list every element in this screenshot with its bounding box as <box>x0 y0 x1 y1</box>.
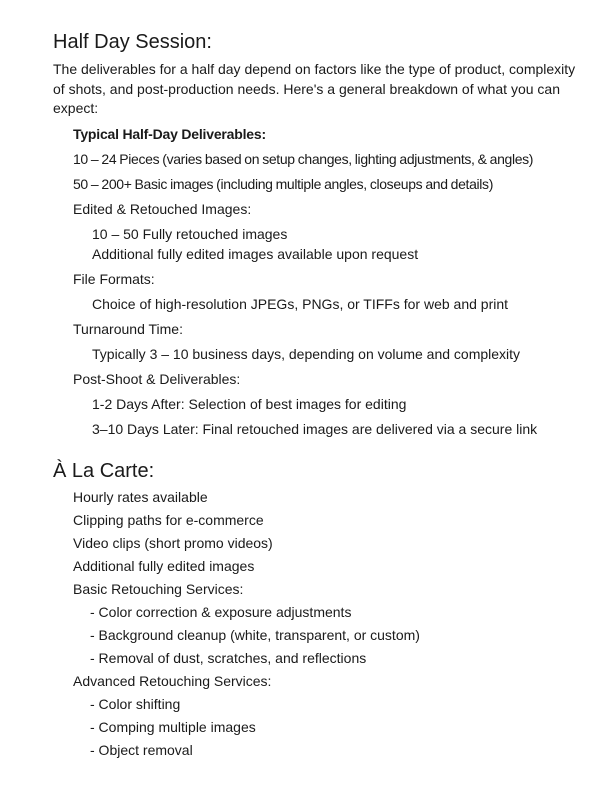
a-la-carte-item: Clipping paths for e-commerce <box>73 512 264 528</box>
advanced-retouching-label: Advanced Retouching Services: <box>73 673 272 689</box>
edited-item: Additional fully edited images available upon request <box>92 246 419 262</box>
basic-images-line: 50 – 200+ Basic images (including multiple angles, closeups and details) <box>73 176 494 192</box>
a-la-carte-heading: À La Carte: <box>53 460 155 482</box>
basic-retouching-item: - Color correction & exposure adjustments <box>90 604 352 620</box>
half-day-heading: Half Day Session: <box>53 31 212 53</box>
a-la-carte-item: Additional fully edited images <box>73 558 255 574</box>
turnaround-item: Typically 3 – 10 business days, depending on volume and complexity <box>92 346 521 362</box>
half-day-intro: The deliverables for a half day depend on factors like the type of product, complexity of shots, and post-production needs. Here's a general breakdown of what you can expect: <box>53 61 576 116</box>
a-la-carte-item: Video clips (short promo videos) <box>73 535 273 551</box>
edited-label: Edited & Retouched Images: <box>73 201 252 217</box>
basic-retouching-label: Basic Retouching Services: <box>73 581 244 597</box>
basic-retouching-item: - Removal of dust, scratches, and reflections <box>90 650 367 666</box>
postshoot-label: Post-Shoot & Deliverables: <box>73 371 241 387</box>
edited-item: 10 – 50 Fully retouched images <box>92 226 288 242</box>
advanced-retouching-item: - Comping multiple images <box>90 719 256 735</box>
basic-retouching-item: - Background cleanup (white, transparent, or custom) <box>90 627 420 643</box>
postshoot-item: 3–10 Days Later: Final retouched images are delivered via a secure link <box>92 421 538 437</box>
formats-item: Choice of high-resolution JPEGs, PNGs, or TIFFs for web and print <box>92 296 509 312</box>
advanced-retouching-item: - Object removal <box>90 742 193 758</box>
advanced-retouching-item: - Color shifting <box>90 696 181 712</box>
deliverables-heading: Typical Half-Day Deliverables: <box>73 126 266 142</box>
a-la-carte-item: Hourly rates available <box>73 489 208 505</box>
pieces-line: 10 – 24 Pieces (varies based on setup changes, lighting adjustments, & angles) <box>73 151 534 167</box>
postshoot-item: 1-2 Days After: Selection of best images for editing <box>92 396 407 412</box>
turnaround-label: Turnaround Time: <box>73 321 183 337</box>
formats-label: File Formats: <box>73 271 155 287</box>
